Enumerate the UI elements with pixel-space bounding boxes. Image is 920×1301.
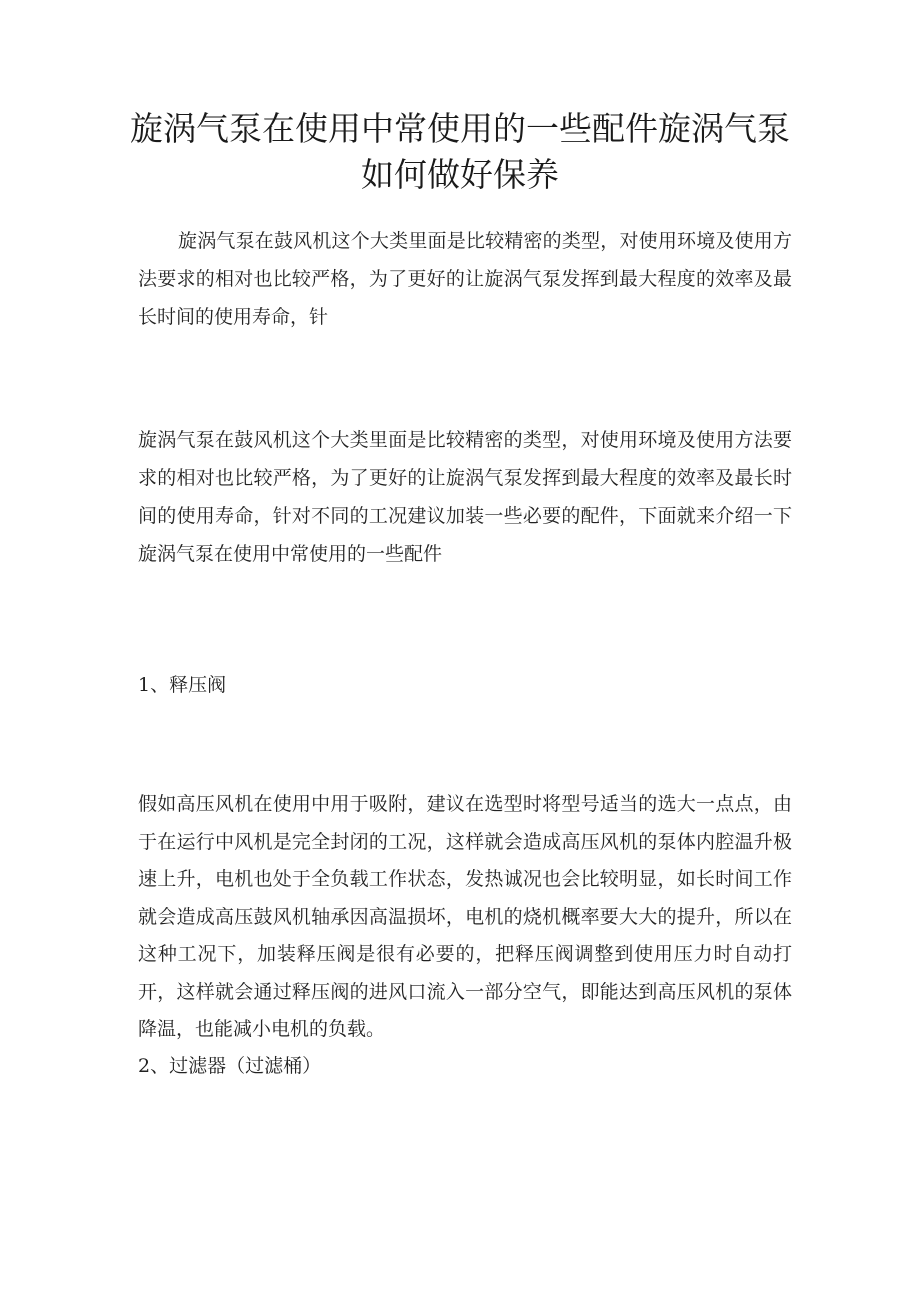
section-heading-filter: 2、过滤器（过滤桶） [138,1055,322,1077]
body-paragraph-1: 旋涡气泵在鼓风机这个大类里面是比较精密的类型，对使用环境及使用方法要求的相对也比较严格，为了更好的让旋涡气泵发挥到最大程度的效率及最长时间的使用寿命，针对不同的工况建议加装一些必要的配件，下面就来介绍一下旋涡气泵在使用中常使用的一些配件 [138,429,792,565]
intro-paragraph: 旋涡气泵在鼓风机这个大类里面是比较精密的类型，对使用环境及使用方法要求的相对也比较严格，为了更好的让旋涡气泵发挥到最大程度的效率及最长时间的使用寿命，针 [138,230,792,328]
section-heading-pressure-relief-valve: 1、释压阀 [138,674,227,696]
document-title: 旋涡气泵在使用中常使用的一些配件旋涡气泵如何做好保养 [130,109,790,194]
section-body-pressure-relief-valve: 假如高压风机在使用中用于吸附，建议在选型时将型号适当的选大一点点，由于在运行中风机是完全封闭的工况，这样就会造成高压风机的泵体内腔温升极速上升，电机也处于全负载工作状态，发热诚况也会比较明显，如长时间工作就会造成高压鼓风机轴承因高温损坏，电机的烧机概率要大大的提升，所以在这种工况下，加装释压阀是很有必要的，把释压阀调整到使用压力时自动打开，这样就会通过释压阀的进风口流入一部分空气，即能达到高压风机的泵体降温，也能减小电机的负载。 [138,793,792,1040]
